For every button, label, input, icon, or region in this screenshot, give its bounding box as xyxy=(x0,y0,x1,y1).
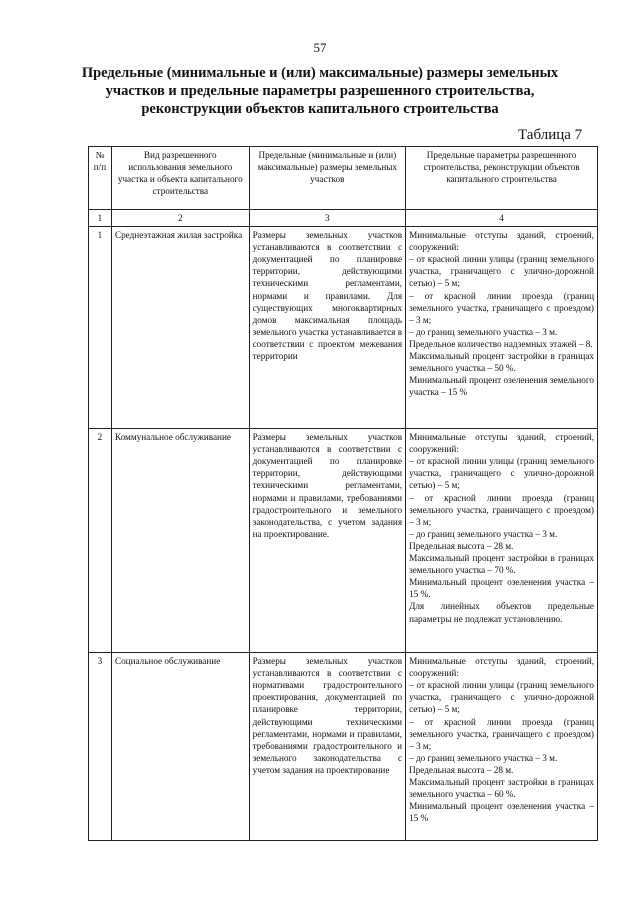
param-line: Предельная высота – 28 м. xyxy=(409,764,514,775)
title-line-2: участков и предельные параметры разрешенного строительства, xyxy=(105,83,535,99)
param-line: Минимальный процент озеленения участка – 15 %. xyxy=(409,577,594,600)
param-line: Максимальный процент застройки в границах земельного участка – 70 %. xyxy=(409,553,594,576)
column-number: 4 xyxy=(406,210,598,227)
column-number: 3 xyxy=(249,210,405,227)
use-type: Социальное обслуживание xyxy=(111,653,249,841)
param-line: – до границ земельного участка – 3 м. xyxy=(409,528,558,539)
param-line: Минимальные отступы зданий, строений, сооружений: xyxy=(409,432,594,455)
param-line: Для линейных объектов предельные параметры не подлежат установлению. xyxy=(409,601,594,624)
param-line: – от красной линии проезда (границ земельного участка, граничащего с проездом) – 3 м; xyxy=(409,716,594,751)
table-label: Таблица 7 xyxy=(518,127,583,143)
title-line-1: Предельные (минимальные и (или) максимальные) размеры земельных xyxy=(81,65,559,81)
param-line: – от красной линии улицы (границ земельного участка, граничащего с улично-дорожной сетью) – 5 м; xyxy=(409,456,594,491)
param-line: Минимальный процент озеленения участка – 15 % xyxy=(409,801,594,824)
plot-sizes: Размеры земельных участков устанавливаются в соответствии с документацией по планировке территории, действующими техническими регламентами, нормами и правилами. Для существующих многоквартирных домов максимальная площадь земельного участка устанавливается в соответствии с проектом межевания территории xyxy=(249,227,405,429)
table-row xyxy=(89,227,598,429)
column-number: 2 xyxy=(111,210,249,227)
document-title xyxy=(60,64,580,118)
regulations-table xyxy=(88,146,598,841)
param-line: Максимальный процент застройки в границах земельного участка – 50 %. xyxy=(409,351,594,374)
param-line: – от красной линии улицы (границ земельного участка, граничащего с улично-дорожной сетью) – 5 м; xyxy=(409,680,594,715)
header-use-type: Вид разрешенного использования земельного участка и объекта капитального строительства xyxy=(111,147,249,210)
row-number: 1 xyxy=(89,227,112,429)
use-type: Коммунальное обслуживание xyxy=(111,429,249,653)
header-construction-params: Предельные параметры разрешенного строительства, реконструкции объектов капитального строительства xyxy=(406,147,598,210)
table-row xyxy=(89,429,598,653)
row-number: 2 xyxy=(89,429,112,653)
plot-sizes: Размеры земельных участков устанавливаются в соответствии с документацией по планировке территории, действующими техническими регламентами, нормами и правилами, требованиями градостроительного и земельного законодательства, с учетом задания на проектирование. xyxy=(249,429,405,653)
header-plot-sizes: Предельные (минимальные и (или) максимальные) размеры земельных участков xyxy=(249,147,405,210)
plot-sizes: Размеры земельных участков устанавливаются в соответствии с нормативами градостроительного проектирования, документацией по планировке территории, действующими техническими регламентами, нормами и правилами, требованиями градостроительного и земельного законодательства с учетом задания на проектирование xyxy=(249,653,405,841)
param-line: Минимальный процент озеленения земельного участка – 15 % xyxy=(409,375,594,398)
header-number: № п/п xyxy=(89,147,112,210)
construction-params xyxy=(406,227,598,429)
param-line: – до границ земельного участка – 3 м. xyxy=(409,326,558,337)
param-line: – до границ земельного участка – 3 м. xyxy=(409,752,558,763)
construction-params xyxy=(406,653,598,841)
param-line: Предельное количество надземных этажей – 8. xyxy=(409,338,593,349)
param-line: – от красной линии проезда (границ земельного участка, граничащего с проездом) – 3 м; xyxy=(409,290,594,325)
row-number: 3 xyxy=(89,653,112,841)
param-line: – от красной линии проезда (границ земельного участка, граничащего с проездом) – 3 м; xyxy=(409,492,594,527)
param-line: Минимальные отступы зданий, строений, сооружений: xyxy=(409,230,594,253)
column-number: 1 xyxy=(89,210,112,227)
param-line: Минимальные отступы зданий, строений, сооружений: xyxy=(409,656,594,679)
param-line: – от красной линии улицы (границ земельного участка, граничащего с улично-дорожной сетью) – 5 м; xyxy=(409,254,594,289)
page-number: 57 xyxy=(313,40,327,55)
param-line: Предельная высота – 28 м. xyxy=(409,540,514,551)
param-line: Максимальный процент застройки в границах земельного участка – 60 %. xyxy=(409,777,594,800)
table-header-row xyxy=(89,147,598,210)
construction-params xyxy=(406,429,598,653)
column-numbers-row xyxy=(89,210,598,227)
table-row xyxy=(89,653,598,841)
title-line-3: реконструкции объектов капитального строительства xyxy=(141,101,499,117)
use-type: Среднеэтажная жилая застройка xyxy=(111,227,249,429)
